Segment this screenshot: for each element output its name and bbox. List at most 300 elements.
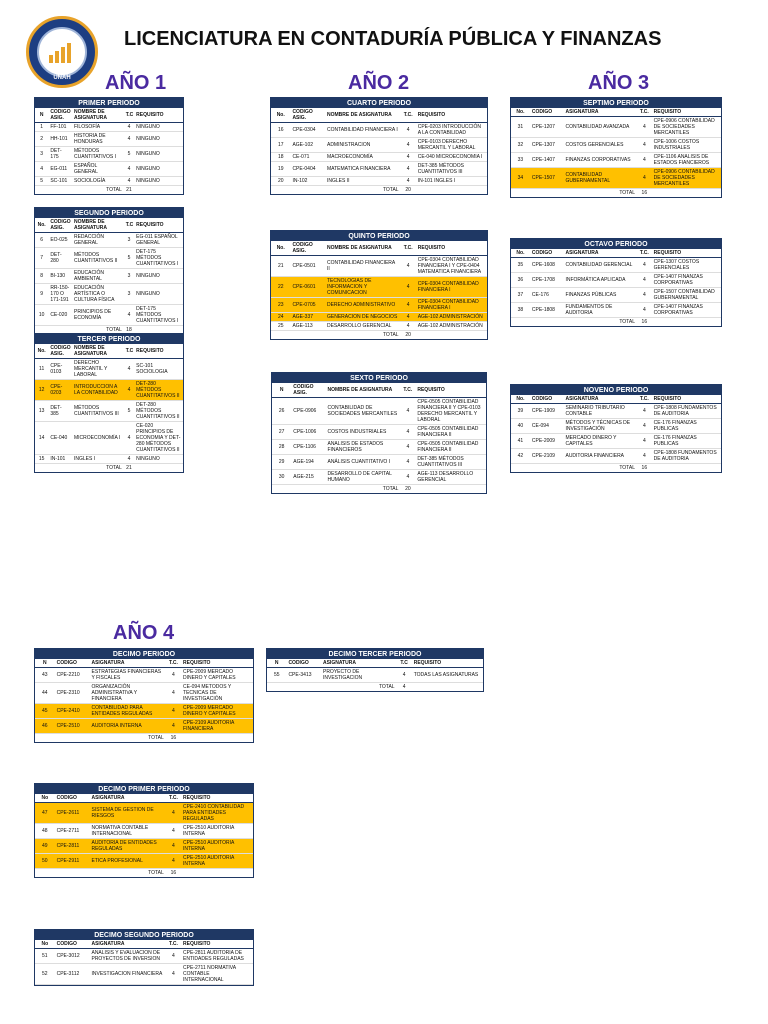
course-row <box>35 132 183 147</box>
course-row <box>35 269 183 284</box>
course-cell: CPE-1307 COSTOS GERENCIALES <box>652 258 721 273</box>
course-cell: NINGUNO <box>134 123 183 132</box>
column-header: No. <box>511 249 530 258</box>
course-row <box>35 964 253 985</box>
course-cell: CPE-2009 <box>530 434 564 449</box>
course-cell: 4 <box>401 298 416 313</box>
total-value: 20 <box>405 486 411 492</box>
course-cell: CPE-2109 <box>530 449 564 464</box>
course-cell: CPE-0304 CONTABILIDAD FINANCIERA I <box>416 298 487 313</box>
course-cell: 18 <box>271 153 290 162</box>
course-cell: CPE-0906 CONTABILIDAD DE SOCIEDADES MERCANTILES <box>652 168 721 189</box>
total-label: TOTAL <box>378 684 395 690</box>
course-row <box>35 123 183 132</box>
column-header: No. <box>271 241 290 256</box>
course-row <box>35 162 183 177</box>
course-cell: CPE-3012 <box>55 949 90 964</box>
period-title: DECIMO TERCER PERIODO <box>267 649 483 659</box>
course-cell: 5 <box>35 177 48 186</box>
course-cell: 4 <box>401 123 416 138</box>
column-header: REQUISITO <box>181 940 253 949</box>
course-cell: CPE-0505 CONTABILIDAD FINANCIERA II <box>415 440 486 455</box>
course-cell: MICROECONOMÍA I <box>72 422 124 455</box>
course-row <box>271 298 487 313</box>
column-header: No. <box>271 108 290 123</box>
course-cell: AUDITORIA FINANCIERA <box>563 449 637 464</box>
course-cell: 48 <box>35 824 55 839</box>
page-title: LICENCIATURA EN CONTADURÍA PÚBLICA Y FINANZAS <box>124 28 662 50</box>
total-row <box>271 186 487 195</box>
course-row <box>511 288 721 303</box>
column-header: REQUISITO <box>415 383 486 398</box>
course-cell: 29 <box>272 455 291 470</box>
column-header: T.C. <box>401 108 416 123</box>
course-cell: 13 <box>35 401 48 422</box>
course-cell: CPE-1207 <box>530 117 564 138</box>
period-table <box>510 97 722 198</box>
period-table <box>270 97 488 195</box>
total-label: TOTAL <box>382 187 399 193</box>
course-cell: DERECHO ADMINISTRATIVO <box>325 298 401 313</box>
course-cell: 8 <box>35 269 48 284</box>
total-value: 16 <box>170 735 177 741</box>
total-row <box>272 485 486 494</box>
course-row <box>35 683 253 704</box>
course-cell: CPE-1006 COSTOS INDUSTRIALES <box>652 138 721 153</box>
period-table <box>510 384 722 473</box>
course-cell: CPE-2911 <box>55 854 90 869</box>
column-header: CODIGO <box>55 659 90 668</box>
course-cell: ANALISIS DE ESTADOS FINANCIEROS <box>325 440 400 455</box>
course-cell: 20 <box>271 177 290 186</box>
period-table-grid <box>271 231 487 339</box>
column-header: REQUISITO <box>181 794 253 803</box>
course-cell: 26 <box>272 398 291 425</box>
course-cell: CPE-2510 AUDITORIA INTERNA <box>181 839 253 854</box>
course-cell: AGE-337 <box>290 313 325 322</box>
course-cell: 44 <box>35 683 55 704</box>
period-title: SEXTO PERIODO <box>272 373 486 383</box>
course-cell: 4 <box>637 153 652 168</box>
logo-text: UNAH <box>53 75 71 81</box>
course-cell: 4 <box>401 256 416 277</box>
course-cell: MÉTODOS CUANTITATIVOS II <box>72 248 124 269</box>
total-value: 16 <box>170 870 177 876</box>
course-cell: 38 <box>511 303 530 318</box>
course-cell: DET-280 MÉTODOS CUANTITATIVOS II <box>134 380 183 401</box>
total-spacer <box>134 464 183 473</box>
course-cell: SC-101 <box>48 177 72 186</box>
course-cell: CPE-2410 CONTABILIDAD PARA ENTIDADES REGULADAS <box>181 803 253 824</box>
course-cell: CPE-2009 MERCADO DINERO Y CAPITALES <box>181 704 253 719</box>
course-cell: INTRODUCCION A LA CONTABILIDAD <box>72 380 124 401</box>
course-cell: 39 <box>511 404 530 419</box>
course-cell: CPE-1808 FUNDAMENTOS DE AUDITORIA <box>652 404 721 419</box>
course-cell: TODAS LAS ASIGNATURAS <box>412 668 483 683</box>
course-row <box>35 803 253 824</box>
course-cell: CPE-0304 CONTABILIDAD FINANCIERA I Y CPE-0404 MATEMATICA FINANCIERA <box>416 256 487 277</box>
course-row <box>272 470 486 485</box>
column-header: N <box>35 108 48 123</box>
course-cell: 4 <box>401 322 416 331</box>
period-table <box>34 97 184 195</box>
course-row <box>511 303 721 318</box>
period-table-grid <box>35 784 253 877</box>
period-table <box>34 929 254 986</box>
course-cell: SEMINARIO TRIBUTARIO CONTABLE <box>563 404 637 419</box>
course-cell: ORGANIZACIÓN ADMINISTRATIVA Y FINANCIERA <box>89 683 165 704</box>
course-row <box>271 123 487 138</box>
course-cell: 30 <box>272 470 291 485</box>
course-row <box>271 177 487 186</box>
course-cell: ANÁLISIS CUANTITATIVO I <box>325 455 400 470</box>
column-header: CODIGO ASIG. <box>290 108 325 123</box>
course-cell: 5 <box>124 147 134 162</box>
course-cell: MATEMATICA FINANCIERA <box>325 162 401 177</box>
course-row <box>35 949 253 964</box>
year-3-heading: AÑO 3 <box>588 72 650 94</box>
total-label: TOTAL <box>106 187 122 193</box>
course-cell: MÉTODOS CUANTITATIVOS I <box>72 147 124 162</box>
course-cell: DESARROLLO GERENCIAL <box>325 322 401 331</box>
period-table-grid <box>35 208 183 334</box>
course-cell: CE-094 <box>530 419 564 434</box>
course-cell: 4 <box>124 305 134 326</box>
total-row <box>35 869 253 878</box>
year-1-heading: AÑO 1 <box>105 72 167 94</box>
course-cell: 1 <box>35 123 48 132</box>
course-cell: ESPAÑOL GENERAL <box>72 162 124 177</box>
course-cell: PRINCIPIOS DE ECONOMÍA <box>72 305 124 326</box>
course-cell: CONTABILIDAD FINANCIERA I <box>325 123 401 138</box>
course-cell: DET-385 MÉTODOS CUANTITATIVOS III <box>416 162 487 177</box>
year-4-heading: AÑO 4 <box>113 622 175 644</box>
total-value: 16 <box>641 319 648 325</box>
column-header: ASIGNATURA <box>321 659 397 668</box>
course-cell: 27 <box>272 425 291 440</box>
course-cell: SISTEMA DE GESTION DE RIESGOS <box>89 803 165 824</box>
course-row <box>271 277 487 298</box>
course-cell: CPE-1808 FUNDAMENTOS DE AUDITORIA <box>652 449 721 464</box>
column-header: REQUISITO <box>412 659 483 668</box>
course-cell: IN-101 INGLES I <box>416 177 487 186</box>
course-row <box>511 273 721 288</box>
period-title: DECIMO PERIODO <box>35 649 253 659</box>
course-cell: CPE-2510 AUDITORIA INTERNA <box>181 824 253 839</box>
course-cell: NINGUNO <box>134 177 183 186</box>
course-cell: MACROECONOMÍA <box>325 153 401 162</box>
course-cell: 21 <box>271 256 290 277</box>
course-cell: 4 <box>400 398 415 425</box>
course-cell: CPE-2210 <box>55 668 90 683</box>
course-cell: DET-385 <box>48 401 72 422</box>
course-cell: NINGUNO <box>134 269 183 284</box>
course-cell: EO-025 <box>48 233 72 248</box>
course-cell: CE-020 PRINCIPIOS DE ECONOMIA Y DET-280 MÉTODOS CUANTITATIVOS II <box>134 422 183 455</box>
column-header: REQUISITO <box>416 241 487 256</box>
course-cell: 4 <box>166 704 181 719</box>
column-header: T.C. <box>637 249 652 258</box>
course-cell: CPE-2410 <box>55 704 90 719</box>
course-cell: 24 <box>271 313 290 322</box>
total-value: 16 <box>641 190 648 196</box>
course-cell: CPE-1407 FINANZAS CORPORATIVAS <box>652 303 721 318</box>
course-cell: 36 <box>511 273 530 288</box>
total-label: TOTAL <box>382 332 399 338</box>
total-value: 20 <box>405 187 411 193</box>
course-row <box>272 440 486 455</box>
course-cell: MERCADO DINERO Y CAPITALES <box>563 434 637 449</box>
course-cell: 4 <box>401 313 416 322</box>
column-header: REQUISITO <box>134 218 183 233</box>
course-cell: 3 <box>124 233 134 248</box>
course-cell: CPE-0203 INTRODUCCIÓN A LA CONTABILIDAD <box>416 123 487 138</box>
column-header: No. <box>511 395 530 404</box>
course-row <box>35 305 183 326</box>
course-cell: FF-101 <box>48 123 72 132</box>
column-header: CODIGO ASIG. <box>50 345 71 357</box>
course-cell: AUDITORIA INTERNA <box>89 719 165 734</box>
course-cell: 4 <box>166 668 181 683</box>
course-row <box>35 380 183 401</box>
period-table-grid <box>35 649 253 742</box>
course-row <box>511 117 721 138</box>
course-row <box>271 153 487 162</box>
course-cell: 11 <box>35 359 48 380</box>
period-table <box>34 648 254 743</box>
column-header: CODIGO <box>530 108 564 117</box>
column-header: REQUISITO <box>416 108 487 123</box>
course-row <box>35 233 183 248</box>
course-cell: INGLES I <box>72 455 124 464</box>
column-header: REQUISITO <box>652 395 721 404</box>
course-cell: CPE-2510 AUDITORIA INTERNA <box>181 854 253 869</box>
course-row <box>511 404 721 419</box>
course-cell: CPE-1407 FINANZAS CORPORATIVAS <box>652 273 721 288</box>
course-cell: CPE-1808 <box>530 303 564 318</box>
course-row <box>35 359 183 380</box>
course-cell: CPE-1507 CONTABILIDAD GUBERNAMENTAL <box>652 288 721 303</box>
course-cell: CPE-0103 DERECHO MERCANTIL Y LABORAL <box>416 138 487 153</box>
course-cell: CPE-0601 <box>290 277 325 298</box>
course-cell: ESTRATEGIAS FINANCIERAS Y FISCALES <box>89 668 165 683</box>
period-title: QUINTO PERIODO <box>271 231 487 241</box>
course-cell: REDACCIÓN GENERAL <box>72 233 124 248</box>
course-cell: 19 <box>271 162 290 177</box>
course-cell: 4 <box>124 177 134 186</box>
total-value: 16 <box>641 465 648 471</box>
column-header: N <box>267 659 286 668</box>
course-cell: GENERACION DE NEGOCIOS <box>325 313 401 322</box>
course-cell: DESARROLLO DE CAPITAL HUMANO <box>325 470 400 485</box>
course-cell: CPE-0404 <box>290 162 325 177</box>
course-cell: CPE-2711 <box>55 824 90 839</box>
course-cell: 4 <box>124 132 134 147</box>
course-cell: 4 <box>397 668 412 683</box>
course-cell: 41 <box>511 434 530 449</box>
course-cell: 4 <box>166 854 181 869</box>
column-header: REQUISITO <box>652 108 721 117</box>
total-spacer <box>652 189 721 198</box>
total-spacer <box>412 683 483 692</box>
course-cell: FILOSOFÍA <box>72 123 124 132</box>
course-row <box>511 434 721 449</box>
course-cell: 4 <box>637 168 652 189</box>
course-cell: CE-176 FINANZAS PUBLICAS <box>652 419 721 434</box>
course-cell: CE-176 FINANZAS PUBLICAS <box>652 434 721 449</box>
course-cell: CPE-0505 CONTABILIDAD FINANCIERA II Y CPE-0103 DERECHO MERCANTIL Y LABORAL <box>415 398 486 425</box>
total-label: TOTAL <box>148 870 164 876</box>
total-label: TOTAL <box>619 465 635 471</box>
course-cell: AUDITORIA DE ENTIDADES REGULADAS <box>89 839 165 854</box>
total-label: TOTAL <box>106 327 122 333</box>
column-header: CODIGO <box>55 794 90 803</box>
course-row <box>272 398 486 425</box>
course-cell: CPE-1407 <box>530 153 564 168</box>
course-cell: CPE-2510 <box>55 719 90 734</box>
course-cell: AGE-102 <box>290 138 325 153</box>
course-cell: PROYECTO DE INVESTIGACION <box>321 668 397 683</box>
column-header: T.C. <box>166 794 181 803</box>
course-cell: 47 <box>35 803 55 824</box>
course-cell: 4 <box>124 455 134 464</box>
course-cell: MÉTODOS Y TÉCNICAS DE INVESTIGACIÓN <box>563 419 637 434</box>
course-cell: CE-176 <box>530 288 564 303</box>
course-cell: CPE-1106 <box>291 440 325 455</box>
period-table <box>266 648 484 692</box>
course-cell: IN-101 <box>48 455 72 464</box>
course-row <box>35 147 183 162</box>
column-header: REQUISITO <box>134 108 183 123</box>
column-header: NOMBRE DE ASIGNATURA <box>325 241 401 256</box>
course-cell: 34 <box>511 168 530 189</box>
course-cell: NINGUNO <box>134 284 183 305</box>
column-header: T.C. <box>637 395 652 404</box>
column-header: NOMBRE DE ASIGNATURA <box>72 218 124 233</box>
course-cell: CE-040 <box>48 422 72 455</box>
course-cell: INGLES II <box>325 177 401 186</box>
course-row <box>267 668 483 683</box>
course-cell: DERECHO MERCANTIL Y LABORAL <box>72 359 124 380</box>
period-table-grid <box>35 334 183 472</box>
course-row <box>35 668 253 683</box>
total-label: TOTAL <box>382 486 399 492</box>
course-cell: 25 <box>271 322 290 331</box>
course-cell: CPE-2310 <box>55 683 90 704</box>
period-title: OCTAVO PERIODO <box>511 239 721 249</box>
course-row <box>35 824 253 839</box>
course-cell: CPE-1708 <box>530 273 564 288</box>
total-value: 4 <box>402 684 406 690</box>
course-cell: AGE-194 <box>291 455 325 470</box>
course-cell: 4 <box>401 138 416 153</box>
period-title: SEPTIMO PERIODO <box>511 98 721 108</box>
course-cell: 6 <box>35 233 48 248</box>
course-cell: CPE-0505 CONTABILIDAD FINANCIERA II <box>415 425 486 440</box>
course-cell: 4 <box>637 117 652 138</box>
column-header: CODIGO ASIG. <box>50 219 71 231</box>
course-cell: RR-150-170 O 171-191 <box>48 284 72 305</box>
course-row <box>35 839 253 854</box>
period-table <box>510 238 722 327</box>
course-cell: 4 <box>637 288 652 303</box>
total-row <box>35 734 253 743</box>
course-cell: CPE-2711 NORMATIVA CONTABLE INTERNACIONAL <box>181 964 253 985</box>
total-value: 21 <box>126 465 132 471</box>
period-table-grid <box>511 98 721 197</box>
course-row <box>272 425 486 440</box>
course-cell: 15 <box>35 455 48 464</box>
course-cell: NORMATIVA CONTABLE INTERNACIONAL <box>89 824 165 839</box>
course-cell: CPE-3112 <box>55 964 90 985</box>
course-row <box>35 422 183 455</box>
course-cell: CPE-2611 <box>55 803 90 824</box>
column-header: NOMBRE DE ASIGNATURA <box>72 108 124 123</box>
course-cell: BI-130 <box>48 269 72 284</box>
course-cell: 4 <box>166 949 181 964</box>
course-row <box>511 153 721 168</box>
total-spacer <box>652 318 721 327</box>
total-spacer <box>181 869 253 878</box>
course-cell: 46 <box>35 719 55 734</box>
course-cell: CPE-1507 <box>530 168 564 189</box>
course-row <box>271 313 487 322</box>
period-table <box>34 207 184 335</box>
course-cell: CONTABILIDAD DE SOCIEDADES MERCANTILES <box>325 398 400 425</box>
column-header: NOMBRE DE ASIGNATURA <box>325 108 401 123</box>
course-cell: SOCIOLOGÍA <box>72 177 124 186</box>
course-row <box>511 138 721 153</box>
period-table <box>270 230 488 340</box>
course-cell: 35 <box>511 258 530 273</box>
column-header: No <box>35 940 55 949</box>
course-cell: NINGUNO <box>134 147 183 162</box>
course-row <box>511 168 721 189</box>
course-cell: CE-020 <box>48 305 72 326</box>
course-cell: 4 <box>401 162 416 177</box>
period-title: DECIMO SEGUNDO PERIODO <box>35 930 253 940</box>
course-cell: AGE-113 DESARROLLO GERENCIAL <box>415 470 486 485</box>
total-row <box>35 186 183 195</box>
column-header: ASIGNATURA <box>563 108 637 117</box>
column-header: CODIGO ASIG. <box>291 383 325 398</box>
course-row <box>35 704 253 719</box>
course-cell: CPE-0705 <box>290 298 325 313</box>
course-cell: 3 <box>35 147 48 162</box>
total-value: 20 <box>405 332 411 338</box>
column-header: T.C. <box>166 659 181 668</box>
total-spacer <box>134 186 183 195</box>
total-spacer <box>416 331 487 340</box>
column-header: T.C <box>124 218 134 233</box>
course-cell: 42 <box>511 449 530 464</box>
course-cell: EDUCACIÓN AMBIENTAL <box>72 269 124 284</box>
column-header: No. <box>511 108 530 117</box>
course-cell: 7 <box>35 248 48 269</box>
course-cell: FINANZAS PÚBLICAS <box>563 288 637 303</box>
column-header: ASIGNATURA <box>563 395 637 404</box>
course-cell: 4 <box>637 273 652 288</box>
total-label: TOTAL <box>619 190 635 196</box>
course-cell: 52 <box>35 964 55 985</box>
course-cell: 32 <box>511 138 530 153</box>
column-header: T.C. <box>166 940 181 949</box>
course-row <box>272 455 486 470</box>
total-label: TOTAL <box>106 465 122 471</box>
course-cell: FINANZAS CORPORATIVAS <box>563 153 637 168</box>
column-header: N <box>35 659 55 668</box>
course-cell: AGE-102 ADMINISTRACIÓN <box>416 322 487 331</box>
